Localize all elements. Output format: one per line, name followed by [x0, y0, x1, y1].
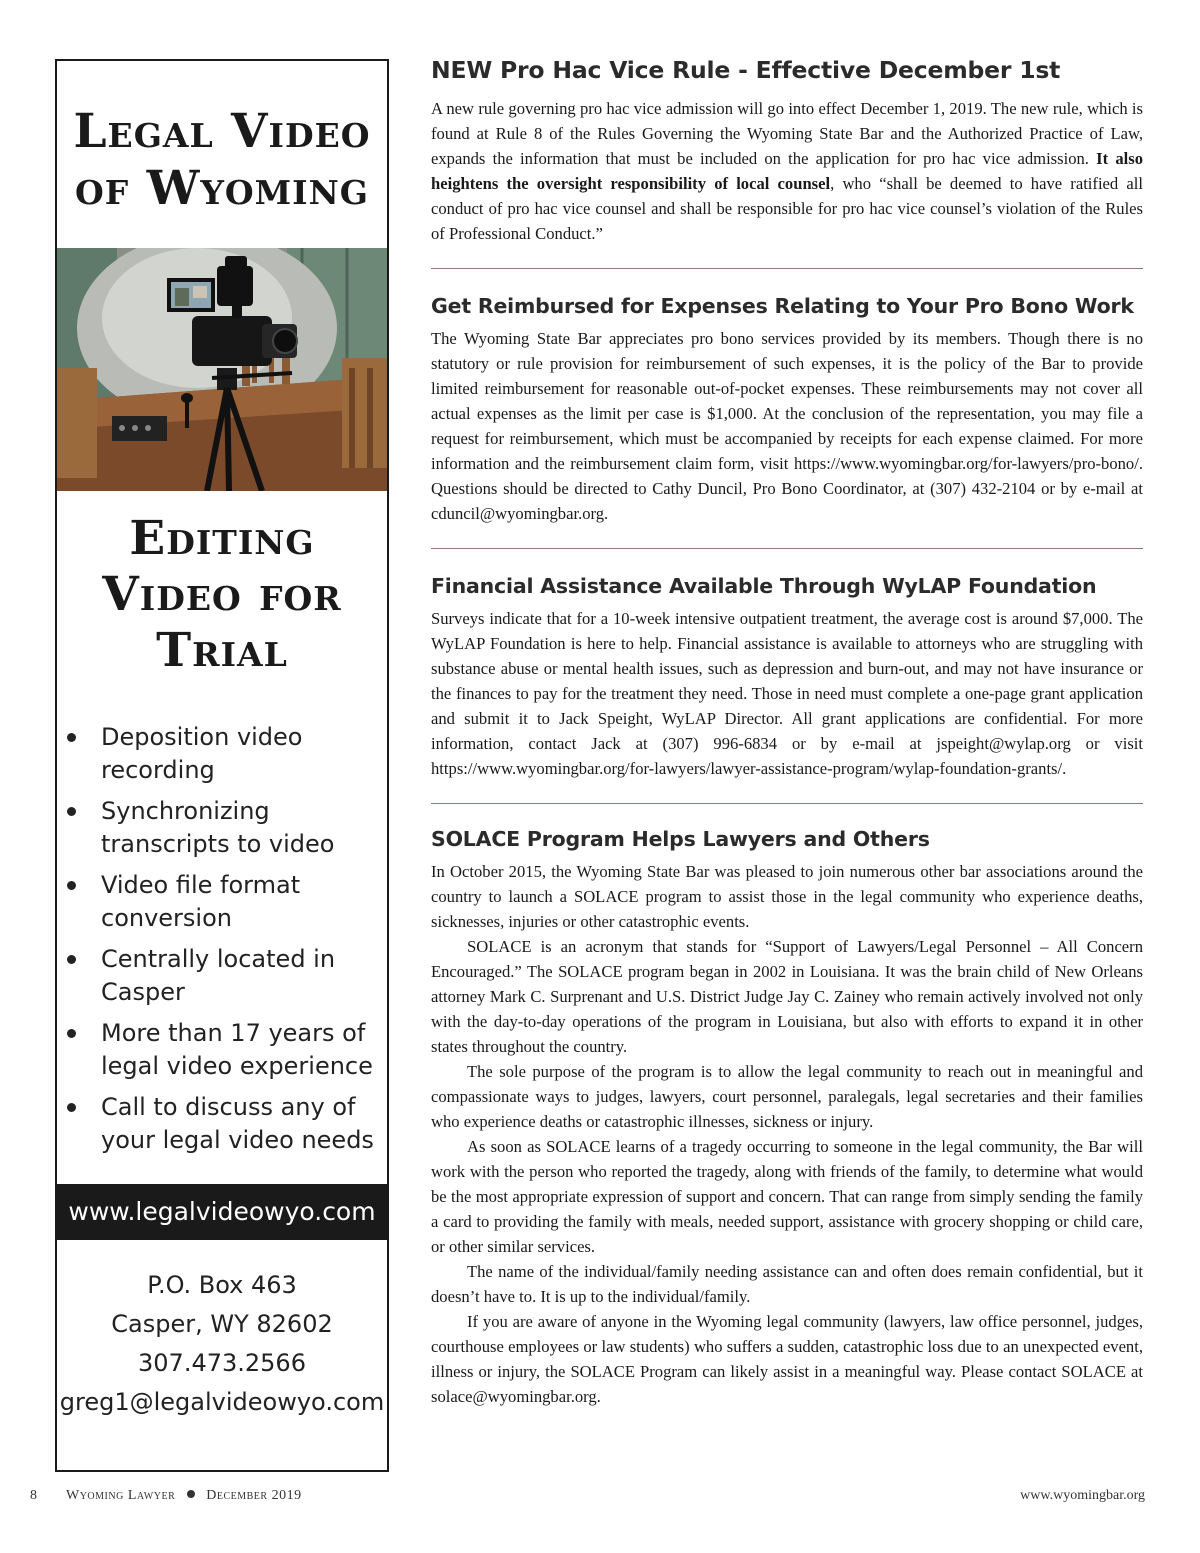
ad-email[interactable]: greg1@legalvideowyo.com [59, 1388, 385, 1416]
page-number: 8 [30, 1488, 37, 1503]
footer-website[interactable]: www.wyomingbar.org [1020, 1488, 1145, 1503]
articles-column [431, 50, 1143, 1409]
article-paragraph: As soon as SOLACE learns of a tragedy occurring to someone in the legal community, the Bar will work with the person who reported the tragedy, along with friends of the family, to determine what would be the most appropriate expression of support and concern. That can range from simply sending the family a card to providing the family with meals, needed support, assistance with grocery shopping or child care, or other similar services. [431, 1137, 1143, 1256]
article-body: Surveys indicate that for a 10-week intensive outpatient treatment, the average cost is around $7,000. The WyLAP Foundation is here to help. Financial assistance is available to attorneys who are struggling with substance abuse or mental health issues, such as depression and burn-out, and may not have insurance or the finances to pay for the treatment they need. Those in need must complete a one-page grant application and submit it to Jack Speight, WyLAP Director. All grant applications are confidential. For more information, contact Jack at (307) 996-6834 or by e-mail at jspeight@wylap.org or visit https://www.wyomingbar.org/for-lawyers/lawyer-assistance-program/wylap-foundation-grants/. [431, 609, 1143, 778]
ad-title-line: of Wyoming [75, 161, 369, 216]
ad-contact-block [57, 1266, 387, 1422]
article-paragraph: The name of the individual/family needing assistance can and often does remain confidential, but it doesn’t have to. It is up to the individual/family. [431, 1262, 1143, 1306]
ad-subtitle-line: Trial [156, 623, 288, 678]
ad-website[interactable]: www.legalvideowyo.com [57, 1184, 387, 1240]
list-item-text: More than 17 years of legal video experience [101, 1019, 373, 1080]
list-item-text: Video file format conversion [101, 871, 301, 932]
article-heading: NEW Pro Hac Vice Rule - Effective December 1st [431, 56, 1061, 84]
bullet-icon [67, 881, 76, 890]
list-item [67, 721, 387, 787]
bullet-icon [67, 1029, 76, 1038]
article-paragraph: SOLACE is an acronym that stands for “Support of Lawyers/Legal Personnel – All Concern Encouraged.” The SOLACE program began in 2002 in Louisiana. It was the brain child of New Orleans attorney Mark C. Surprenant and U.S. District Judge Jay C. Zainey who remain actively involved not only with the day-to-day operations of the program in Louisiana, but also with efforts to expand it in other states throughout the country. [431, 937, 1143, 1056]
issue-date: December 2019 [206, 1488, 302, 1503]
ad-title [57, 61, 387, 248]
list-item [67, 1091, 387, 1157]
footer-left [30, 1488, 302, 1504]
page-footer [30, 1488, 1145, 1508]
bullet-icon [67, 807, 76, 816]
list-item [67, 1017, 387, 1083]
list-item-text: Call to discuss any of your legal video needs [101, 1093, 374, 1154]
article-paragraph: The sole purpose of the program is to allow the legal community to reach out in meaningful and compassionate ways to judges, lawyers, court personnel, paralegals, legal secretaries and their families who experience deaths or catastrophic illnesses, sickness or injury. [431, 1062, 1143, 1131]
list-item-text: Deposition video recording [101, 723, 303, 784]
bullet-icon [67, 955, 76, 964]
bullet-icon [67, 733, 76, 742]
list-item [67, 943, 387, 1009]
article-pro-hac-vice [431, 50, 1143, 246]
ad-phone: 307.473.2566 [138, 1349, 306, 1377]
article-text: A new rule governing pro hac vice admission will go into effect December 1, 2019. The new rule, which is found at Rule 8 of the Rules Governing the Wyoming State Bar and the Authorized Practice of Law, expands the information that must be included on the application for pro hac vice admission. [431, 99, 1143, 168]
article-heading: SOLACE Program Helps Lawyers and Others [431, 827, 930, 851]
divider [431, 268, 1143, 269]
article-solace [431, 822, 1143, 1409]
list-item-text: Centrally located in Casper [101, 945, 336, 1006]
legal-video-ad [55, 59, 389, 1472]
article-wylap [431, 569, 1143, 781]
divider [431, 548, 1143, 549]
article-body [431, 96, 1143, 246]
article-heading: Get Reimbursed for Expenses Relating to Your Pro Bono Work [431, 294, 1134, 318]
publication-name: Wyoming Lawyer [66, 1488, 176, 1503]
article-text: , who “shall be deemed to have ratified all conduct of pro hac vice counsel and shall be responsible for pro hac vice counsel’s violation of the Rules of Professional Conduct.” [431, 174, 1143, 243]
article-emphasis: It also heightens the oversight responsibility of local counsel [431, 149, 1144, 193]
article-paragraph: If you are aware of anyone in the Wyoming legal community (lawyers, law office personnel, judges, courthouse employees or law students) who suffers a sudden, catastrophic loss due to an unexpected event, illness or injury, the SOLACE Program can likely assist in a meaningful way. Please contact SOLACE at solace@wyomingbar.org. [431, 1312, 1143, 1406]
ad-subtitle-line: Video for [102, 567, 342, 622]
article-pro-bono [431, 289, 1143, 526]
article-paragraph: In October 2015, the Wyoming State Bar was pleased to join numerous other bar associations around the country to launch a SOLACE program to assist those in the legal community who experience deaths, sicknesses, injuries or other catastrophic events. [431, 862, 1143, 931]
ad-address-line: Casper, WY 82602 [111, 1310, 333, 1338]
list-item-text: Synchronizing transcripts to video [101, 797, 335, 858]
list-item [67, 869, 387, 935]
video-camera-photo [57, 248, 387, 491]
ad-services-list [57, 721, 387, 1157]
article-body: The Wyoming State Bar appreciates pro bono services provided by its members. Though there is no statutory or rule provision for reimbursement of such expenses, it is the policy of the Bar to provide limited reimbursement for reasonable out-of-pocket expenses. These reimbursements may not cover all actual expenses as the limit per case is $1,000. At the conclusion of the representation, you may file a request for reimbursement, which must be accompanied by receipts for each expense claimed. For more information and the reimbursement claim form, visit https://www.wyomingbar.org/for-lawyers/pro-bono/. Questions should be directed to Cathy Duncil, Pro Bono Coordinator, at (307) 432-2104 or by e-mail at cduncil@wyomingbar.org. [431, 329, 1143, 523]
list-item [67, 795, 387, 861]
ad-title-line: Legal Video [73, 104, 371, 159]
ad-subtitle-line: Editing [129, 511, 315, 566]
bullet-icon [67, 1103, 76, 1112]
divider [431, 803, 1143, 804]
ad-address-line: P.O. Box 463 [147, 1271, 297, 1299]
article-heading: Financial Assistance Available Through WyLAP Foundation [431, 574, 1097, 598]
ad-subtitle [57, 491, 387, 679]
separator-dot-icon [187, 1490, 195, 1498]
